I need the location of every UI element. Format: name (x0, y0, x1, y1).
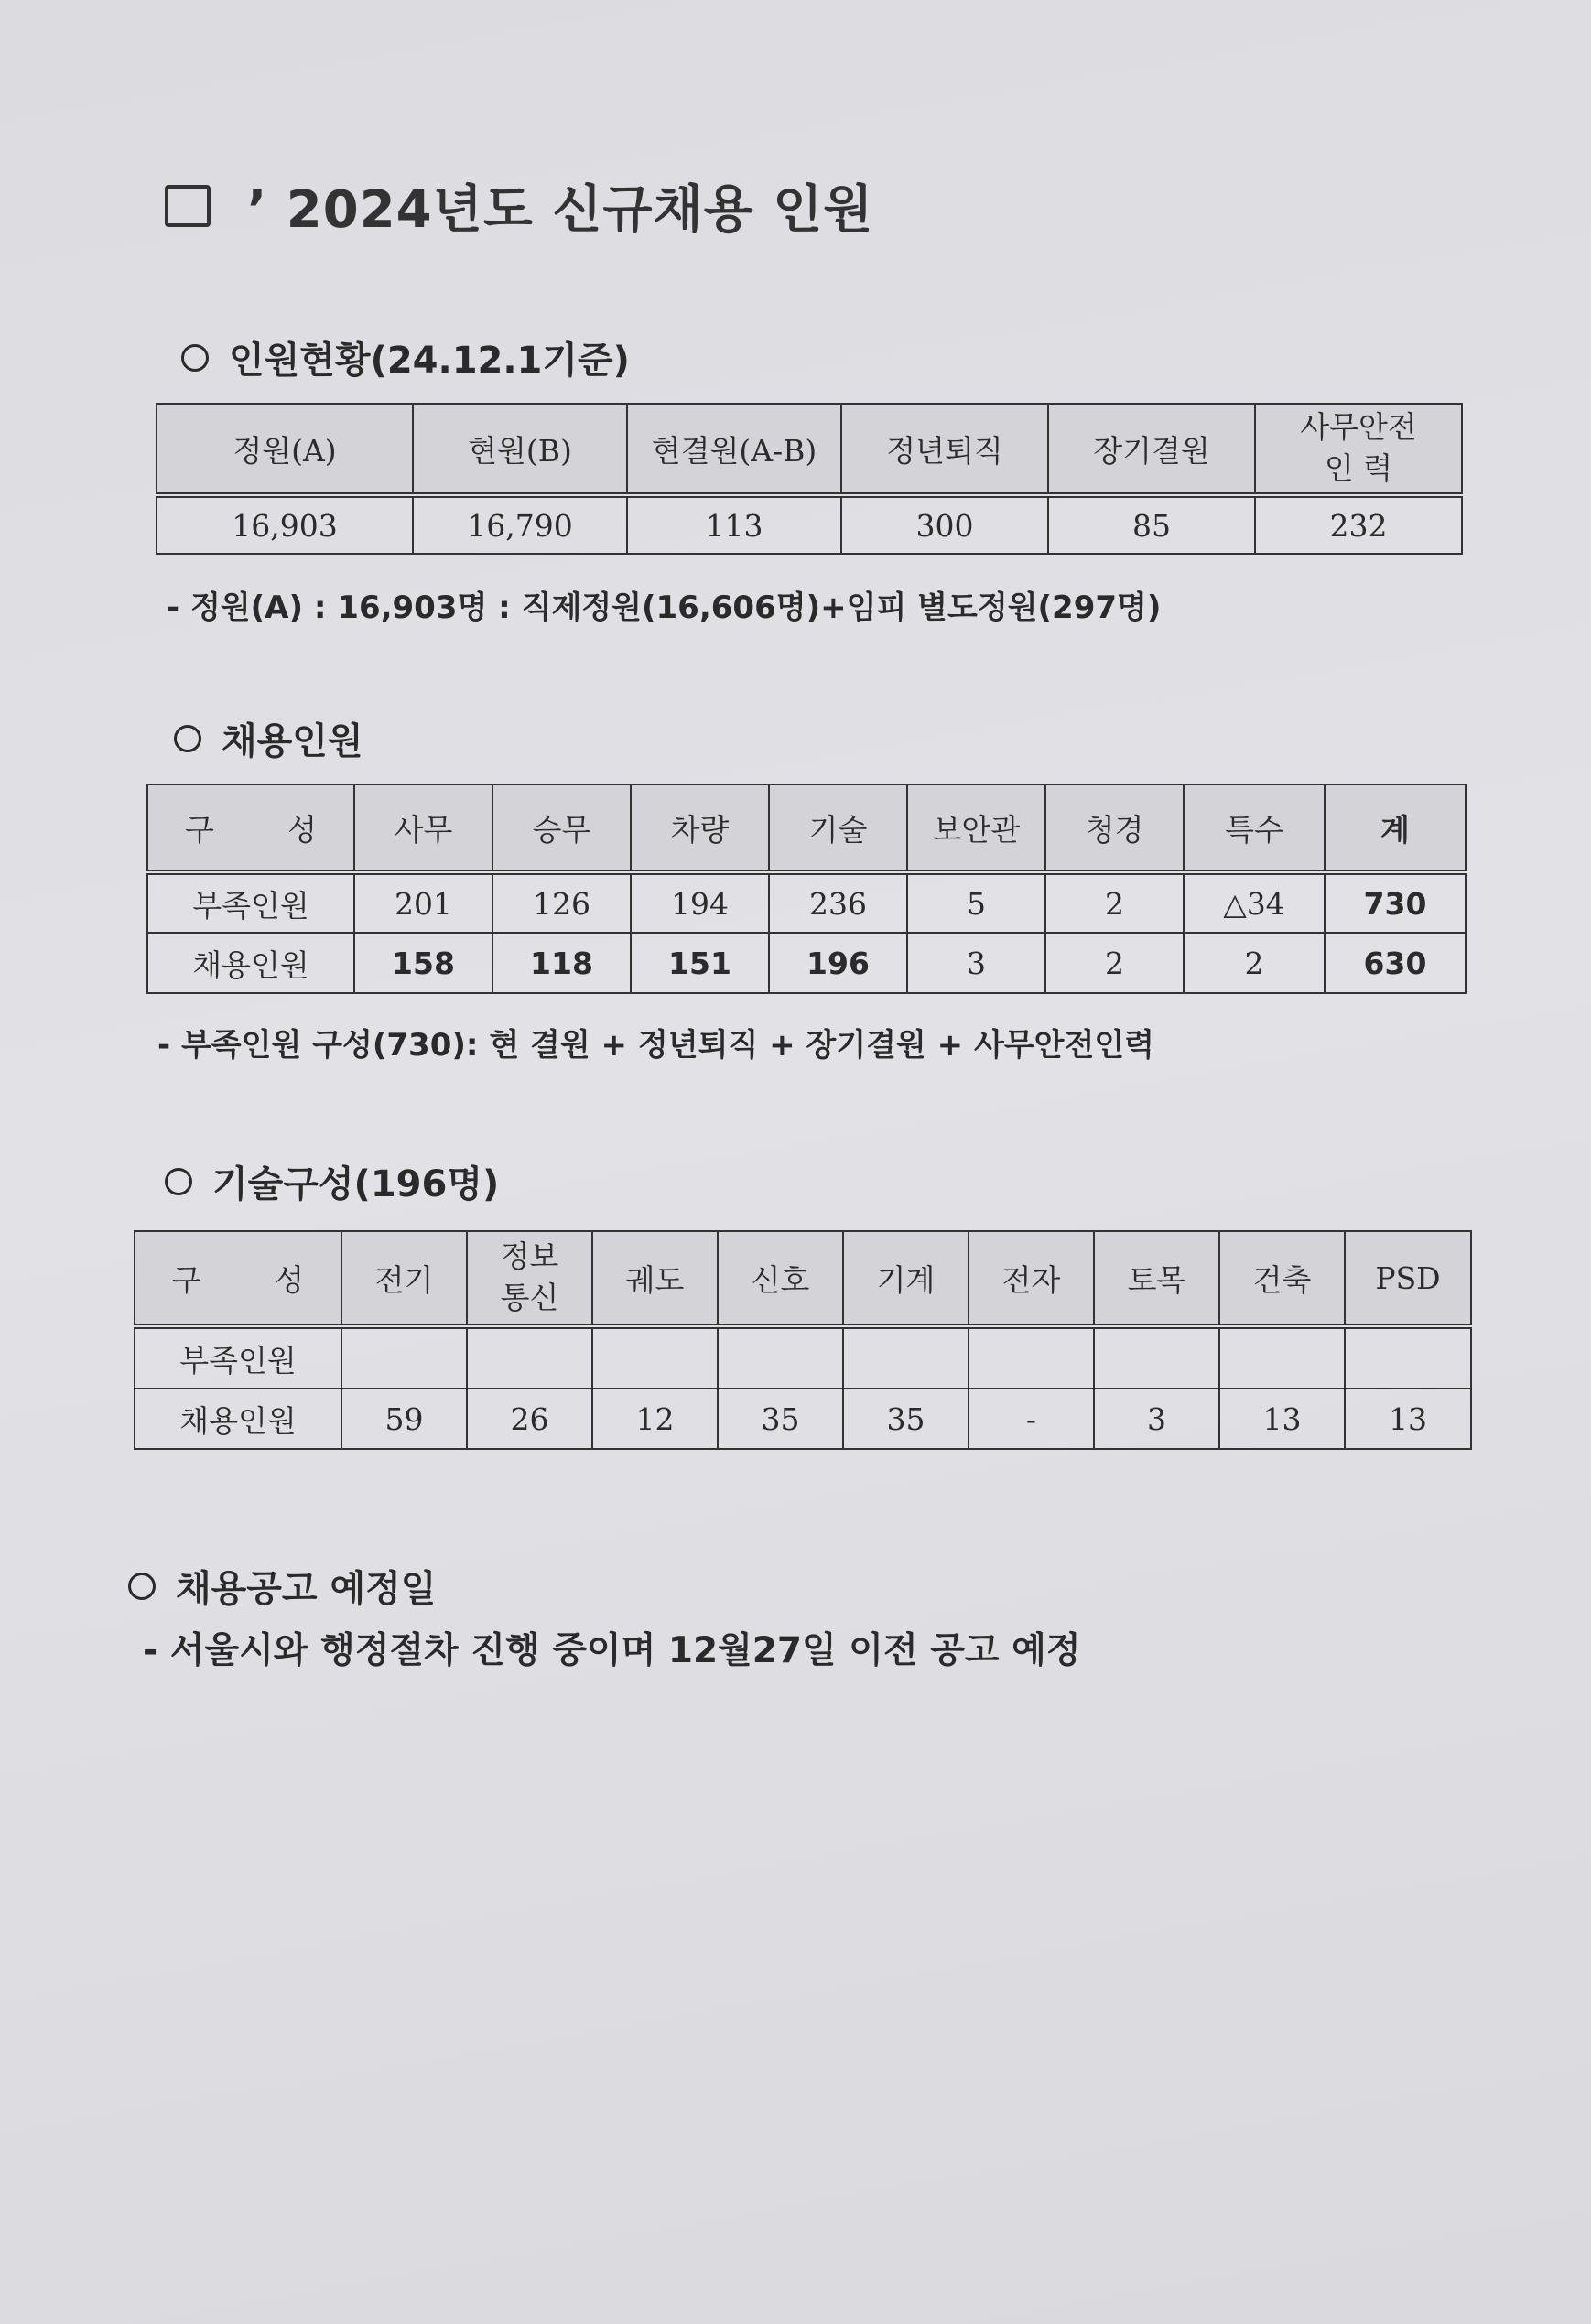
header-cell: 정보 통신 (467, 1231, 592, 1326)
staffing-status-table (156, 403, 1463, 555)
header-cell: 청경 (1045, 784, 1184, 872)
table-cell (467, 1326, 592, 1389)
header-cell: 사무안전 인 력 (1255, 404, 1462, 495)
table-cell: 16,903 (157, 495, 413, 554)
announcement-note: - 서울시와 행정절차 진행 중이며 12월27일 이전 공고 예정 (143, 1630, 1081, 1671)
table-cell: 158 (354, 933, 492, 993)
header-cell: 사무 (354, 784, 492, 872)
table-cell: 59 (341, 1389, 467, 1449)
table-cell: 126 (492, 872, 631, 933)
hiring-count-table (146, 784, 1467, 994)
table-cell (969, 1326, 1094, 1389)
circle-bullet-icon (181, 344, 209, 372)
table-row (135, 1389, 1471, 1449)
circle-bullet-icon (174, 725, 201, 752)
header-cell: 전기 (341, 1231, 467, 1326)
table-cell: 3 (907, 933, 1045, 993)
table-cell: 3 (1094, 1389, 1219, 1449)
table-cell: 232 (1255, 495, 1462, 554)
document-title (165, 169, 873, 243)
section-heading: 기술구성(196명) (212, 1163, 500, 1205)
table-header-row (157, 404, 1462, 495)
header-cell-total: 계 (1325, 784, 1466, 872)
header-cell: 건축 (1219, 1231, 1345, 1326)
table-cell: 13 (1219, 1389, 1345, 1449)
table-cell: 12 (592, 1389, 718, 1449)
table-cell (1345, 1326, 1471, 1389)
header-cell: 궤도 (592, 1231, 718, 1326)
header-cell: 전자 (969, 1231, 1094, 1326)
staffing-note: - 정원(A) : 16,903명 : 직제정원(16,606명)+임피 별도정원(297명) (167, 589, 1162, 626)
header-cell: 차량 (631, 784, 769, 872)
table-cell: △34 (1184, 872, 1325, 933)
table-cell (1219, 1326, 1345, 1389)
row-label: 채용인원 (135, 1389, 341, 1449)
header-cell: 기계 (843, 1231, 969, 1326)
header-cell: 신호 (718, 1231, 843, 1326)
table-cell-total: 730 (1325, 872, 1466, 933)
table-cell: 194 (631, 872, 769, 933)
table-cell: 85 (1048, 495, 1255, 554)
table-row (147, 933, 1466, 993)
row-label: 부족인원 (135, 1326, 341, 1389)
table-header-row (147, 784, 1466, 872)
table-cell (341, 1326, 467, 1389)
table-cell-total: 630 (1325, 933, 1466, 993)
technical-composition-table (134, 1230, 1472, 1450)
header-cell: PSD (1345, 1231, 1471, 1326)
table-cell: 35 (718, 1389, 843, 1449)
table-cell: 201 (354, 872, 492, 933)
section-announcement-date (128, 1560, 436, 1612)
table-cell: 113 (627, 495, 841, 554)
section-heading: 채용인원 (222, 720, 363, 762)
section-heading: 채용공고 예정일 (176, 1568, 437, 1610)
table-cell: 13 (1345, 1389, 1471, 1449)
table-cell (718, 1326, 843, 1389)
header-cell: 특수 (1184, 784, 1325, 872)
header-cell: 현결원(A-B) (627, 404, 841, 495)
table-cell: - (969, 1389, 1094, 1449)
table-header-row (135, 1231, 1471, 1326)
table-row (135, 1326, 1471, 1389)
circle-bullet-icon (165, 1168, 192, 1195)
table-cell: 236 (769, 872, 907, 933)
table-row (147, 872, 1466, 933)
header-cell: 장기결원 (1048, 404, 1255, 495)
table-cell: 151 (631, 933, 769, 993)
table-cell: 2 (1045, 933, 1184, 993)
section-staffing-status (181, 331, 630, 384)
table-cell: 2 (1184, 933, 1325, 993)
table-cell: 118 (492, 933, 631, 993)
header-cell: 기술 (769, 784, 907, 872)
circle-bullet-icon (128, 1573, 156, 1600)
table-cell: 300 (841, 495, 1048, 554)
header-cell-category: 구 성 (147, 784, 354, 872)
section-heading: 인원현황(24.12.1기준) (229, 340, 630, 382)
table-cell (592, 1326, 718, 1389)
section-hiring-count (174, 712, 363, 764)
table-row (157, 495, 1462, 554)
shortage-note: - 부족인원 구성(730): 현 결원 + 정년퇴직 + 장기결원 + 사무안전인력 (157, 1027, 1155, 1064)
section-technical-composition (165, 1155, 499, 1207)
header-cell-category: 구 성 (135, 1231, 341, 1326)
table-cell: 5 (907, 872, 1045, 933)
header-cell: 토목 (1094, 1231, 1219, 1326)
header-cell: 보안관 (907, 784, 1045, 872)
row-label: 부족인원 (147, 872, 354, 933)
header-cell: 승무 (492, 784, 631, 872)
table-cell: 2 (1045, 872, 1184, 933)
table-cell: 16,790 (413, 495, 627, 554)
document-title-text: ’ 2024년도 신규채용 인원 (247, 180, 874, 240)
table-cell: 26 (467, 1389, 592, 1449)
header-cell: 정년퇴직 (841, 404, 1048, 495)
table-cell: 196 (769, 933, 907, 993)
checkbox-square-icon (165, 185, 211, 227)
header-cell: 정원(A) (157, 404, 413, 495)
table-cell (843, 1326, 969, 1389)
header-cell: 현원(B) (413, 404, 627, 495)
table-cell: 35 (843, 1389, 969, 1449)
table-cell (1094, 1326, 1219, 1389)
row-label: 채용인원 (147, 933, 354, 993)
